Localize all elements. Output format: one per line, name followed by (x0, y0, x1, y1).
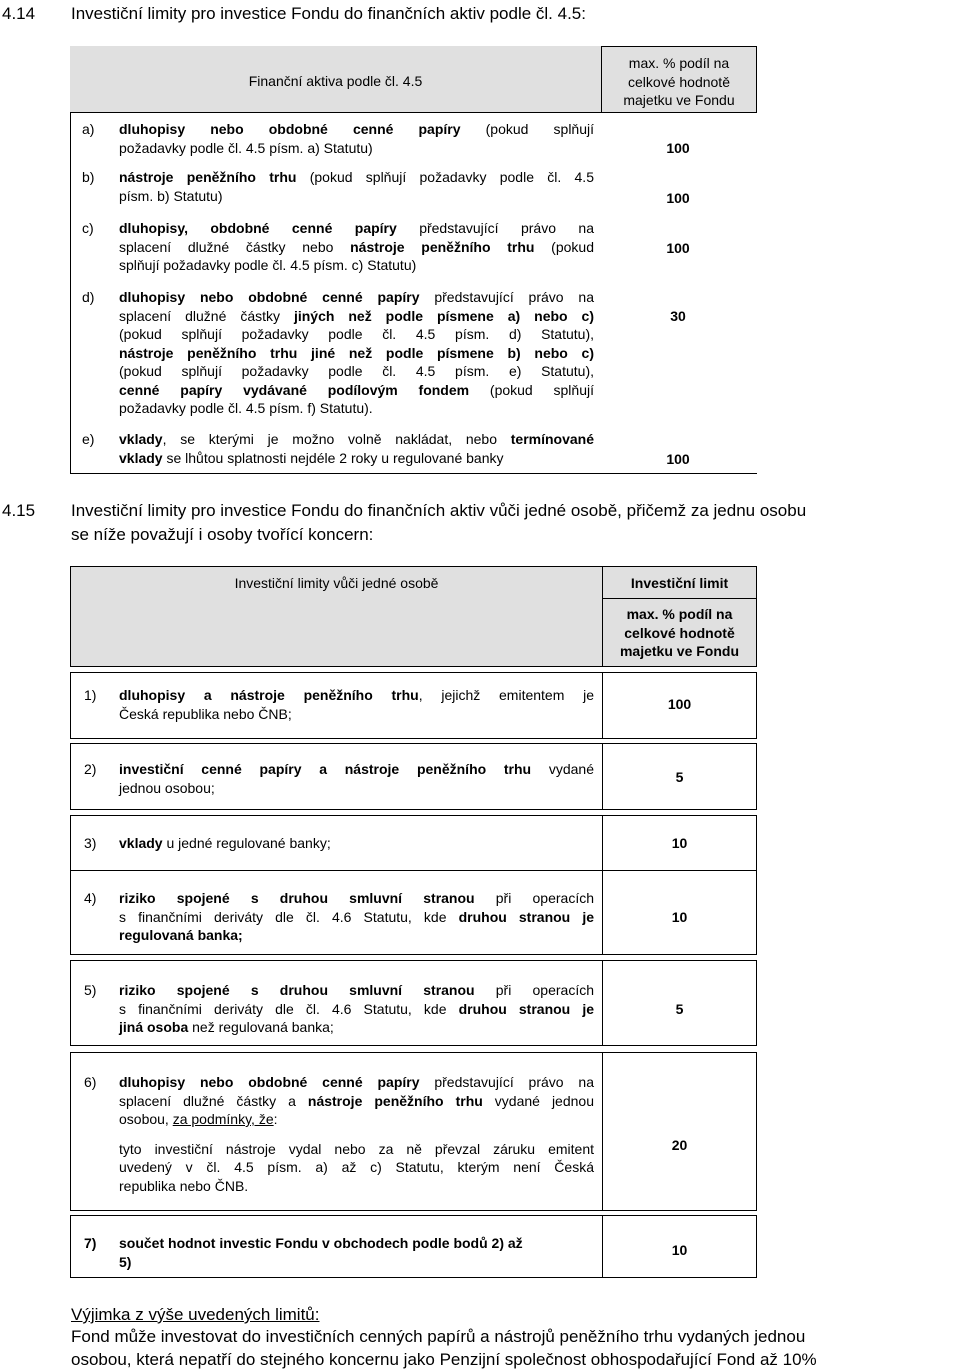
text-line (119, 325, 594, 344)
text-line (119, 1110, 594, 1129)
row-value: 20 (671, 1137, 688, 1153)
row-text (119, 219, 594, 275)
row-cell-right (602, 1052, 757, 1211)
text-line (119, 1177, 594, 1196)
section-4-15-number: 4.15 (2, 501, 36, 520)
text-segment: riziko spojené s druhou smluvní stranou (119, 890, 475, 906)
text-line (119, 430, 594, 449)
text-segment: Česká republika nebo ČNB; (119, 705, 292, 722)
text-segment: dluhopisy nebo obdobné cenné papíry (119, 1074, 420, 1090)
row-value: 10 (671, 909, 688, 925)
row-label: 3) (84, 835, 97, 851)
text-line (119, 1234, 594, 1253)
text-segment: součet hodnot investic Fondu v obchodech podle bodů 2) až (119, 1235, 523, 1251)
row-text (119, 430, 594, 467)
text-line (119, 908, 594, 927)
text-segment: se lhůtou splatnosti nejdéle 2 roky u regulované banky (162, 449, 504, 466)
row-text (119, 686, 594, 723)
text-segment: : (273, 1111, 278, 1127)
text-line (119, 760, 594, 779)
row-value: 100 (666, 190, 690, 206)
row-label: 6) (84, 1074, 97, 1090)
row-text (119, 981, 594, 1037)
text-segment: představující právo na (419, 1074, 594, 1090)
text-line (119, 1000, 594, 1019)
text-segment: nástroje peněžního trhu (119, 169, 297, 185)
table-4-15-header-left: Investiční limity vůči jedné osobě (234, 575, 439, 591)
row-value: 5 (675, 769, 684, 785)
text-line (119, 238, 594, 257)
table-4-15-header-right-top: Investiční limit (630, 575, 729, 591)
exception-line-2: osobou, která nepatří do stejného koncernu jako Penzijní společnost obhospodařující Fond až 10% (71, 1350, 817, 1369)
row-label: a) (82, 121, 95, 137)
row-text (119, 760, 594, 797)
row-label: 1) (84, 687, 97, 703)
text-segment: splňují požadavky podle čl. 4.5 písm. c) Statutu) (119, 257, 417, 273)
text-segment: (pokud splňují (469, 381, 594, 398)
exception-heading: Výjimka z výše uvedených limitů: (71, 1305, 320, 1324)
text-segment: vklady (119, 449, 163, 466)
text-segment: uvedený v čl. 4.5 písm. a) až c) Statutu, kterým není Česká (119, 1159, 594, 1175)
text-line (119, 1253, 594, 1272)
text-segment: (pokud (534, 238, 594, 255)
text-segment: nástroje peněžního trhu (307, 1092, 483, 1109)
text-segment: nástroje peněžního trhu jiné než podle písmene b) nebo c) (119, 344, 594, 361)
text-segment: vydané jednou (482, 1092, 594, 1109)
text-segment: při operacích (474, 890, 594, 906)
row-text (119, 1073, 594, 1195)
text-line (119, 307, 594, 326)
text-segment: splacení dlužné částky nebo (119, 238, 351, 255)
text-segment: druhou stranou je (458, 908, 595, 925)
text-segment: , jejichž emitentem je (418, 687, 595, 703)
text-segment: osobou, (119, 1111, 173, 1127)
text-line (119, 187, 594, 206)
row-subtext (119, 1140, 594, 1196)
text-segment: představující právo na (419, 289, 594, 305)
row-text (119, 1234, 594, 1271)
text-segment: (pokud splňují požadavky podle čl. 4.5 písm. d) Statutu), (119, 326, 594, 342)
text-line (119, 1018, 594, 1037)
text-segment: dluhopisy a nástroje peněžního trhu (119, 687, 419, 703)
text-line (119, 449, 594, 468)
row-label: c) (82, 220, 94, 236)
text-segment: investiční cenné papíry a nástroje peněžního trhu (119, 761, 532, 777)
text-segment: nástroje peněžního trhu (350, 238, 535, 255)
text-segment: riziko spojené s druhou smluvní stranou (119, 982, 475, 998)
text-segment: regulovaná banka; (119, 927, 243, 943)
row-label: 4) (84, 890, 97, 906)
row-label: 5) (84, 982, 97, 998)
text-line (119, 1140, 594, 1159)
row-text (119, 889, 594, 945)
text-segment: představující právo na (396, 220, 594, 236)
text-line (119, 139, 594, 158)
row-value: 100 (666, 240, 690, 256)
text-segment: s finančními deriváty dle čl. 4.6 Statutu, kde (119, 1000, 459, 1017)
text-segment: jiných než podle písmene a) nebo c) (293, 307, 594, 324)
text-segment: (pokud splňují (460, 121, 595, 137)
text-segment: jiná osoba (119, 1019, 189, 1035)
text-segment: při operacích (474, 982, 594, 998)
table-4-15-header-right: max. % podíl na celkové hodnotě majetku ve Fondu (619, 606, 740, 659)
text-segment: vydané (531, 761, 594, 777)
table-4-14-header-left: Finanční aktiva podle čl. 4.5 (248, 73, 423, 89)
text-segment: dluhopisy, obdobné cenné papíry (119, 220, 397, 236)
text-segment: u jedné regulované banky; (162, 835, 331, 851)
text-line (119, 686, 594, 705)
row-text (119, 168, 594, 205)
text-segment: druhou stranou je (458, 1000, 595, 1017)
row-label: b) (82, 169, 95, 185)
row-label: 7) (84, 1235, 97, 1251)
section-4-14-title: Investiční limity pro investice Fondu do finančních aktiv podle čl. 4.5: (71, 4, 586, 23)
row-label: d) (82, 289, 95, 305)
text-segment: požadavky podle čl. 4.5 písm. f) Statutu). (119, 400, 373, 416)
text-line (119, 926, 594, 945)
table-4-14-header-right: max. % podíl na celkové hodnotě majetku ve Fondu (623, 55, 735, 108)
text-line (119, 288, 594, 307)
row-label: e) (82, 431, 95, 447)
row-value: 100 (667, 696, 692, 712)
text-segment: splacení dlužné částky (119, 307, 294, 324)
section-4-14-number: 4.14 (2, 4, 36, 23)
text-line (119, 981, 594, 1000)
text-segment: termínované (510, 431, 594, 447)
text-segment: tyto investiční nástroje vydal nebo za ně převzal záruku emitent (119, 1140, 594, 1157)
text-segment: splacení dlužné částky a (119, 1092, 308, 1109)
text-segment: , se kterými je možno volně nakládat, nebo (162, 431, 511, 447)
text-line (119, 1158, 594, 1177)
text-segment: cenné papíry vydávané podílovým fondem (119, 381, 470, 398)
text-segment: vklady (119, 835, 163, 851)
text-line (119, 834, 594, 853)
text-segment: písm. b) Statutu) (119, 187, 223, 204)
text-line (119, 705, 594, 724)
text-line (119, 256, 594, 275)
text-segment: požadavky podle čl. 4.5 písm. a) Statutu) (119, 139, 373, 156)
text-line (119, 399, 594, 418)
text-segment: za podmínky, že (172, 1111, 274, 1127)
row-value: 30 (670, 308, 686, 324)
section-4-15-title-line-2: se níže považují i osoby tvořící koncern: (71, 525, 374, 544)
text-line (119, 381, 594, 400)
row-text (119, 120, 594, 157)
text-line (119, 344, 594, 363)
text-segment: (pokud splňují požadavky podle čl. 4.5 (296, 169, 594, 185)
text-segment: jednou osobou; (119, 779, 215, 796)
text-segment: s finančními deriváty dle čl. 4.6 Statutu, kde (119, 908, 459, 925)
text-segment: než regulovaná banka; (188, 1019, 334, 1035)
text-line (119, 219, 594, 238)
row-text (119, 834, 594, 853)
text-segment: vklady (119, 431, 163, 447)
text-segment: dluhopisy nebo obdobné cenné papíry (119, 289, 420, 305)
text-segment: dluhopisy nebo obdobné cenné papíry (119, 121, 461, 137)
row-label: 2) (84, 761, 97, 777)
text-line (119, 168, 594, 187)
row-value: 10 (671, 1242, 688, 1258)
exception-line-1: Fond může investovat do investičních cenných papírů a nástrojů peněžního trhu vydaných jednou (71, 1327, 806, 1346)
row-value: 100 (666, 140, 690, 156)
row-value: 10 (671, 835, 688, 851)
text-line (119, 1092, 594, 1111)
text-line (119, 120, 594, 139)
row-value: 5 (675, 1001, 684, 1017)
text-line (119, 889, 594, 908)
row-value: 100 (666, 451, 690, 467)
text-segment: republika nebo ČNB. (119, 1177, 249, 1194)
text-line (119, 362, 594, 381)
text-line (119, 1073, 594, 1092)
text-segment: 5) (119, 1253, 132, 1270)
text-line (119, 779, 594, 798)
text-segment: (pokud splňují požadavky podle čl. 4.5 písm. e) Statutu), (119, 363, 594, 379)
row-text (119, 288, 594, 418)
section-4-15-title-line-1: Investiční limity pro investice Fondu do finančních aktiv vůči jedné osobě, přičemž za jednu osobu (71, 501, 807, 520)
